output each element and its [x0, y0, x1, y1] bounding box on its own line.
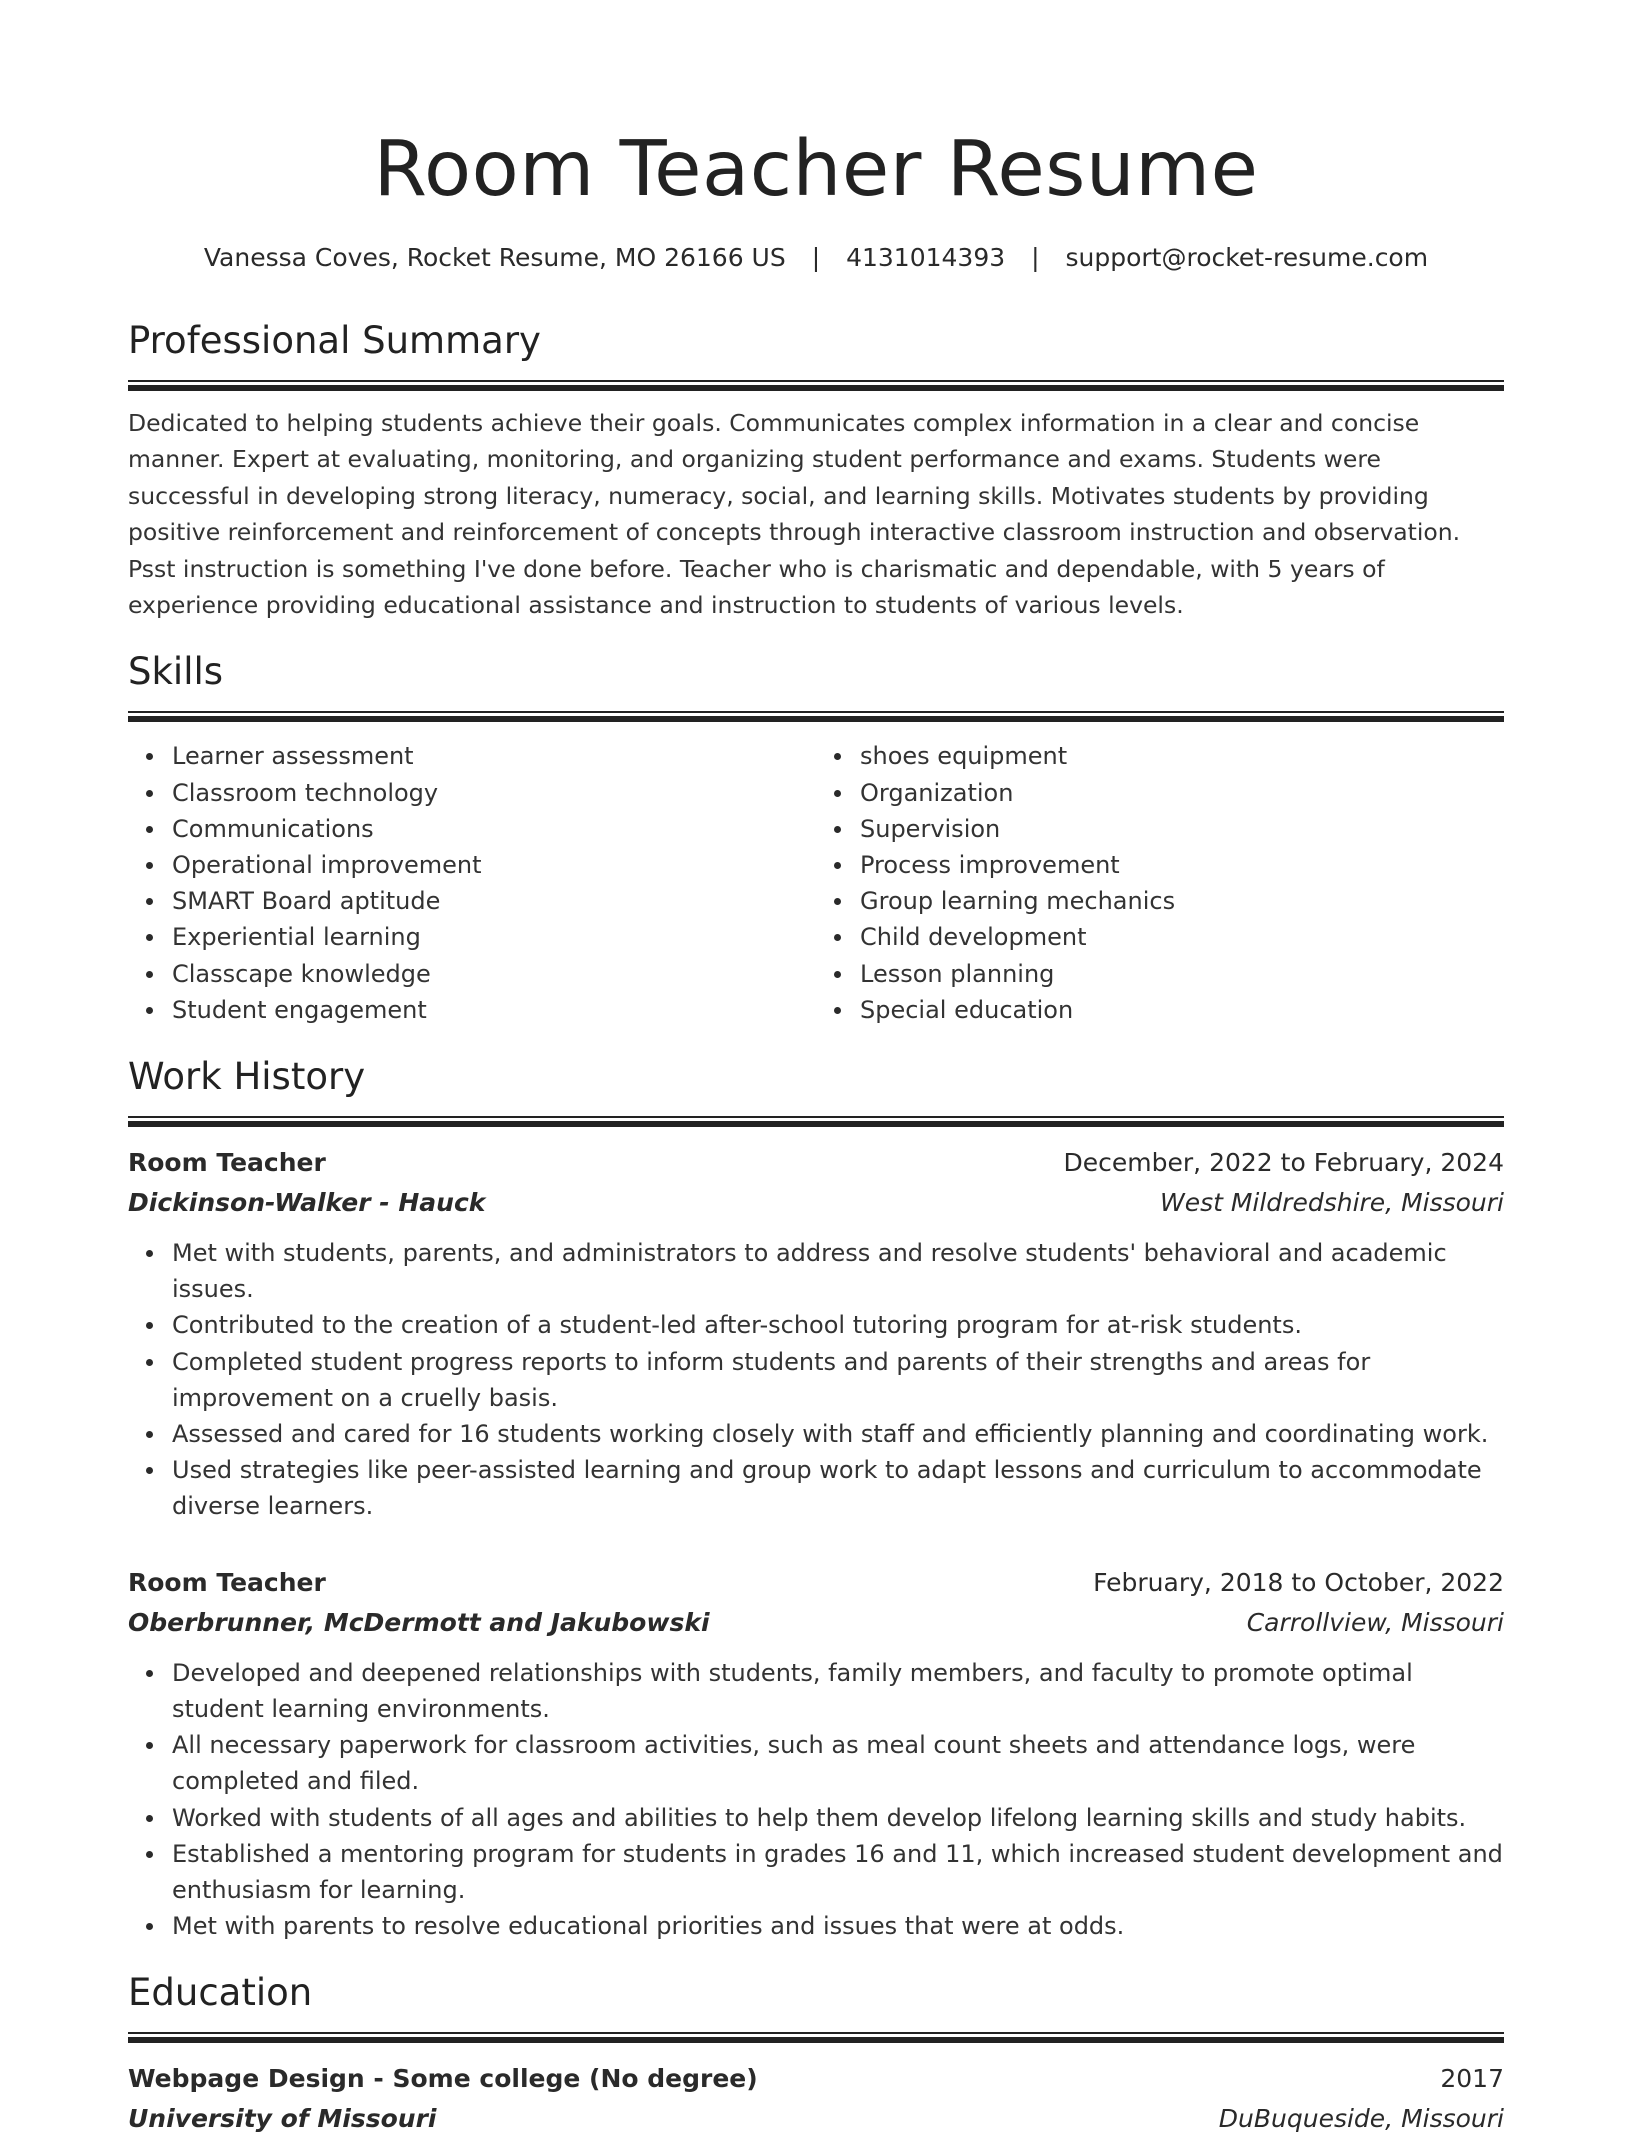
- job-duty-item: Developed and deepened relationships with students, family members, and faculty to promote optimal student learning environments.: [172, 1655, 1504, 1727]
- education-section: [128, 1968, 1504, 2139]
- skills-column-left: [128, 738, 816, 1028]
- job-duties-list: [128, 1235, 1504, 1525]
- skill-item: Operational improvement: [172, 847, 816, 883]
- skill-item: Group learning mechanics: [860, 883, 1504, 919]
- summary-text: Dedicated to helping students achieve their goals. Communicates complex information in a clear and concise manner. Expert at evaluating, monitoring, and organizing student performance and exams. Students were successful in developing strong literacy, numeracy, social, and learning skills. Motivates students by providing positive reinforcement and reinforcement of concepts through interactive classroom instruction and observation. Psst instruction is something I've done before. Teacher who is charismatic and dependable, with 5 years of experience providing educational assistance and instruction to students of various levels.: [128, 409, 1461, 620]
- education-year: 2017: [1440, 2064, 1504, 2094]
- job-duty-item: All necessary paperwork for classroom activities, such as meal count sheets and attendance logs, were completed and filed.: [172, 1727, 1504, 1799]
- contact-phone: 4131014393: [846, 243, 1006, 272]
- job-duty-item: Established a mentoring program for students in grades 16 and 11, which increased student development and enthusiasm for learning.: [172, 1836, 1504, 1908]
- resume-title: Room Teacher Resume: [373, 125, 1259, 214]
- job-duty-item: Contributed to the creation of a student-led after-school tutoring program for at-risk students.: [172, 1307, 1504, 1343]
- education-header-row: [128, 2059, 1504, 2099]
- job-dates: December, 2022 to February, 2024: [1063, 1148, 1504, 1178]
- job-dates: February, 2018 to October, 2022: [1093, 1567, 1504, 1597]
- education-school-row: [128, 2099, 1504, 2139]
- education-entry: [128, 2059, 1504, 2139]
- section-divider: [128, 2032, 1504, 2043]
- job-duties-list: [128, 1655, 1504, 1945]
- education-degree: Webpage Design - Some college (No degree): [128, 2064, 758, 2094]
- job-header-row: [128, 1143, 1504, 1183]
- job-company-row: [128, 1603, 1504, 1643]
- job-location: West Mildredshire, Missouri: [1159, 1188, 1504, 1218]
- job-entry: [128, 1143, 1504, 1525]
- summary-heading: Professional Summary: [128, 319, 541, 362]
- skill-item: Organization: [860, 775, 1504, 811]
- job-header-row: [128, 1563, 1504, 1603]
- job-duty-item: Used strategies like peer-assisted learning and group work to adapt lessons and curriculum to accommodate diverse learners.: [172, 1452, 1504, 1524]
- skills-column-right: [816, 738, 1504, 1028]
- skill-item: Process improvement: [860, 847, 1504, 883]
- skill-item: Special education: [860, 992, 1504, 1028]
- contact-separator: |: [811, 243, 821, 272]
- skills-list-right: [816, 738, 1504, 1028]
- job-duty-item: Completed student progress reports to inform students and parents of their strengths and areas for improvement on a cruelly basis.: [172, 1344, 1504, 1416]
- job-duty-item: Met with students, parents, and administrators to address and resolve students' behavioral and academic issues.: [172, 1235, 1504, 1307]
- job-location: Carrollview, Missouri: [1246, 1607, 1504, 1637]
- job-duty-item: Assessed and cared for 16 students working closely with staff and efficiently planning and coordinating work.: [172, 1416, 1504, 1452]
- work-history-section: [128, 1052, 1504, 1944]
- summary-section: [128, 316, 1504, 623]
- education-location: DuBuqueside, Missouri: [1218, 2104, 1504, 2134]
- section-divider: [128, 711, 1504, 722]
- contact-line: [128, 240, 1504, 276]
- skill-item: Classcape knowledge: [172, 956, 816, 992]
- job-company: Dickinson-Walker - Hauck: [128, 1188, 486, 1218]
- skills-heading: Skills: [128, 650, 224, 694]
- job-title: Room Teacher: [128, 1567, 326, 1597]
- skill-item: Communications: [172, 811, 816, 847]
- skills-list-left: [128, 738, 816, 1028]
- contact-separator: |: [1031, 243, 1040, 272]
- skills-columns: [128, 738, 1504, 1028]
- job-entry: [128, 1563, 1504, 1945]
- skills-section: [128, 647, 1504, 1028]
- skill-item: Child development: [860, 919, 1504, 955]
- skill-item: Supervision: [860, 811, 1504, 847]
- job-duty-item: Worked with students of all ages and abilities to help them develop lifelong learning skills and study habits.: [172, 1800, 1504, 1836]
- skill-item: Classroom technology: [172, 775, 816, 811]
- contact-address: Vanessa Coves, Rocket Resume, MO 26166 US: [203, 243, 786, 272]
- skill-item: Lesson planning: [860, 956, 1504, 992]
- job-company-row: [128, 1183, 1504, 1223]
- job-duty-item: Met with parents to resolve educational priorities and issues that were at odds.: [172, 1908, 1504, 1944]
- skill-item: shoes equipment: [860, 738, 1504, 774]
- job-title: Room Teacher: [128, 1148, 326, 1178]
- education-heading: Education: [128, 1971, 313, 2015]
- skill-item: Learner assessment: [172, 738, 816, 774]
- contact-email: support@rocket-resume.com: [1065, 243, 1429, 272]
- education-school: University of Missouri: [128, 2104, 437, 2134]
- skill-item: Experiential learning: [172, 919, 816, 955]
- section-divider: [128, 1116, 1504, 1127]
- work-history-heading: Work History: [128, 1055, 366, 1099]
- skill-item: Student engagement: [172, 992, 816, 1028]
- section-divider: [128, 380, 1504, 391]
- job-company: Oberbrunner, McDermott and Jakubowski: [128, 1607, 710, 1637]
- skill-item: SMART Board aptitude: [172, 883, 816, 919]
